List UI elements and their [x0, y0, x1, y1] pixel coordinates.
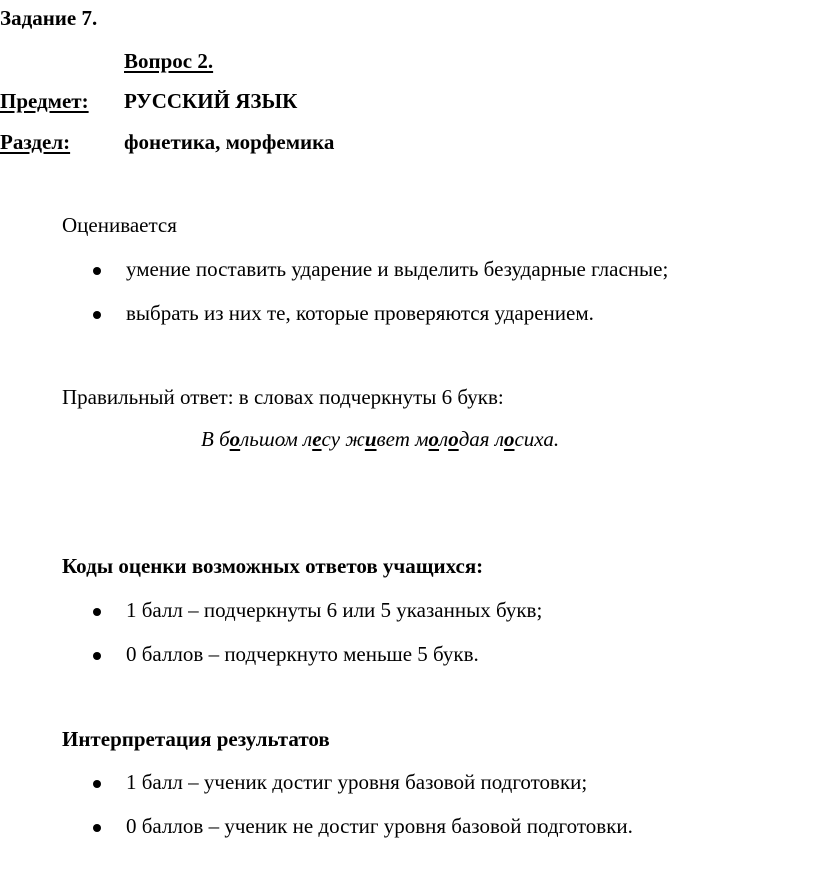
sentence-fragment: льшом л [240, 427, 313, 451]
list-item-text: умение поставить ударение и выделить безударные гласные; [126, 257, 669, 281]
sentence-fragment: сиха. [514, 427, 560, 451]
bullet-icon [93, 311, 101, 319]
bullet-icon [93, 652, 101, 660]
list-item-text: 0 баллов – подчеркнуто меньше 5 букв. [126, 642, 479, 666]
task-title: Задание 7. [0, 6, 98, 30]
highlighted-letter: е [312, 427, 322, 451]
highlighted-letter: о [448, 427, 459, 451]
list-item-text: 0 баллов – ученик не достиг уровня базовой подготовки. [126, 814, 633, 838]
sentence-fragment: дая л [458, 427, 504, 451]
highlighted-letter: и [364, 427, 377, 451]
highlighted-letter: о [428, 427, 440, 451]
sentence-fragment: л [439, 427, 449, 451]
list-item-text: 1 балл – ученик достиг уровня базовой подготовки; [126, 770, 588, 794]
sentence-fragment: В б [201, 427, 230, 451]
highlighted-letter: о [503, 427, 515, 451]
sentence-fragment: су ж [321, 427, 365, 451]
section-label: Раздел: [0, 130, 71, 154]
bullet-icon [93, 267, 101, 275]
interpretation-heading: Интерпретация результатов [62, 727, 330, 751]
assessed-heading: Оценивается [62, 213, 177, 237]
list-item-text: выбрать из них те, которые проверяются ударением. [126, 301, 594, 325]
bullet-icon [93, 824, 101, 832]
codes-heading: Коды оценки возможных ответов учащихся: [62, 554, 484, 578]
bullet-icon [93, 780, 101, 788]
list-item-text: 1 балл – подчеркнуты 6 или 5 указанных букв; [126, 598, 543, 622]
sentence-fragment: вет м [376, 427, 429, 451]
answer-sentence [201, 427, 559, 452]
section-value: фонетика, морфемика [124, 130, 335, 154]
answer-intro: Правильный ответ: в словах подчеркнуты 6 букв: [62, 385, 504, 409]
subject-value: РУССКИЙ ЯЗЫК [124, 89, 298, 113]
subject-label: Предмет: [0, 89, 89, 113]
question-title: Вопрос 2. [124, 49, 214, 73]
bullet-icon [93, 608, 101, 616]
highlighted-letter: о [229, 427, 241, 451]
